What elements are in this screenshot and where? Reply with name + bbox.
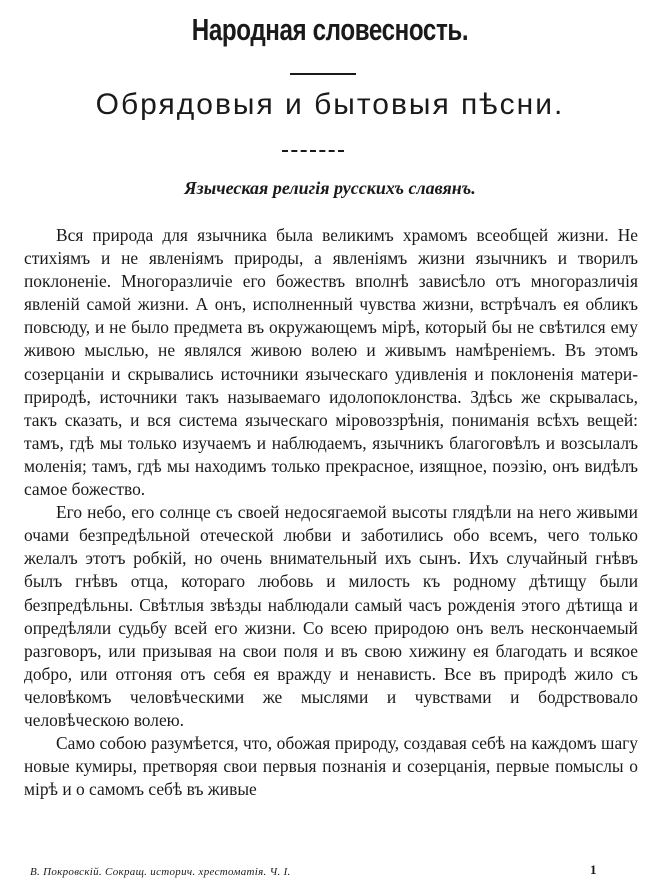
page-number: 1 — [590, 862, 597, 877]
subtitle-divider — [282, 150, 344, 152]
paragraph-2: Его небо, его солнце съ своей недосягаемой высоты глядѣли на него живыми очами безпредѣльной отеческой любви и заботились обо всемъ, чего только желалъ этотъ робкій, но очень внимательный ихъ сынъ. Ихъ случайный гнѣвъ былъ гнѣвъ отца, котораго любовь и милость къ родному дѣтищу были безпредѣльны. Свѣтлыя звѣзды наблюдали самый часъ рожденія этого дѣтища и опредѣляли судьбу всей его жизни. Со всею природою онъ велъ нескончаемый разговоръ, или призывая на свои поля и въ свою хижину ея благодать и всякое добро, или отгоняя отъ себя ея вражду и ненависть. Все въ природѣ жило съ человѣкомъ человѣческими же мыслями и чувствами и бодрствовало человѣческою волею. — [24, 502, 638, 730]
paragraph-3: Само собою разумѣется, что, обожая природу, создавая себѣ на каждомъ шагу новые кумиры, претворяя свои первыя познанія и созерцанія, первые помыслы о мірѣ и о самомъ себѣ въ живые — [24, 733, 638, 800]
footer-citation: В. Покровскій. Сокращ. историч. хрестоматія. Ч. I. — [30, 866, 291, 878]
page-title: Народная словесность. — [191, 12, 469, 47]
paragraph-1: Вся природа для язычника была великимъ храмомъ всеобщей жизни. Не стихіямъ и не явленіямъ природы, а явленіямъ жизни язычникъ и творилъ поклоненіе. Многоразличіе его божествъ вполнѣ зависѣло отъ многоразличія явленій самой жизни. А онъ, исполненный чувства жизни, встрѣчалъ ея обликъ повсюду, и не было предмета въ окружающемъ мірѣ, который бы не свѣтился ему живою мыслью, не являлся живою волею и живымъ намѣреніемъ. Въ этомъ созерцаніи и скрывались источники языческаго удивленія и поклоненія матери-природѣ, источники такъ называемаго идолопоклонства. Здѣсь же скрывалась, такъ сказать, и вся система языческаго міровоззрѣнія, пониманія всѣхъ вещей: тамъ, гдѣ мы только изучаемъ и наблюдаемъ, язычникъ благоговѣлъ и возсылалъ моленія; тамъ, гдѣ мы находимъ только прекрасное, изящное, поэзію, онъ видѣлъ самое божество. — [24, 225, 638, 500]
chapter-subtitle: Обрядовыя и бытовыя пѣсни. — [95, 88, 565, 121]
title-divider — [290, 73, 356, 75]
body-text — [24, 224, 638, 801]
section-heading: Языческая религія русскихъ славянъ. — [184, 178, 476, 198]
